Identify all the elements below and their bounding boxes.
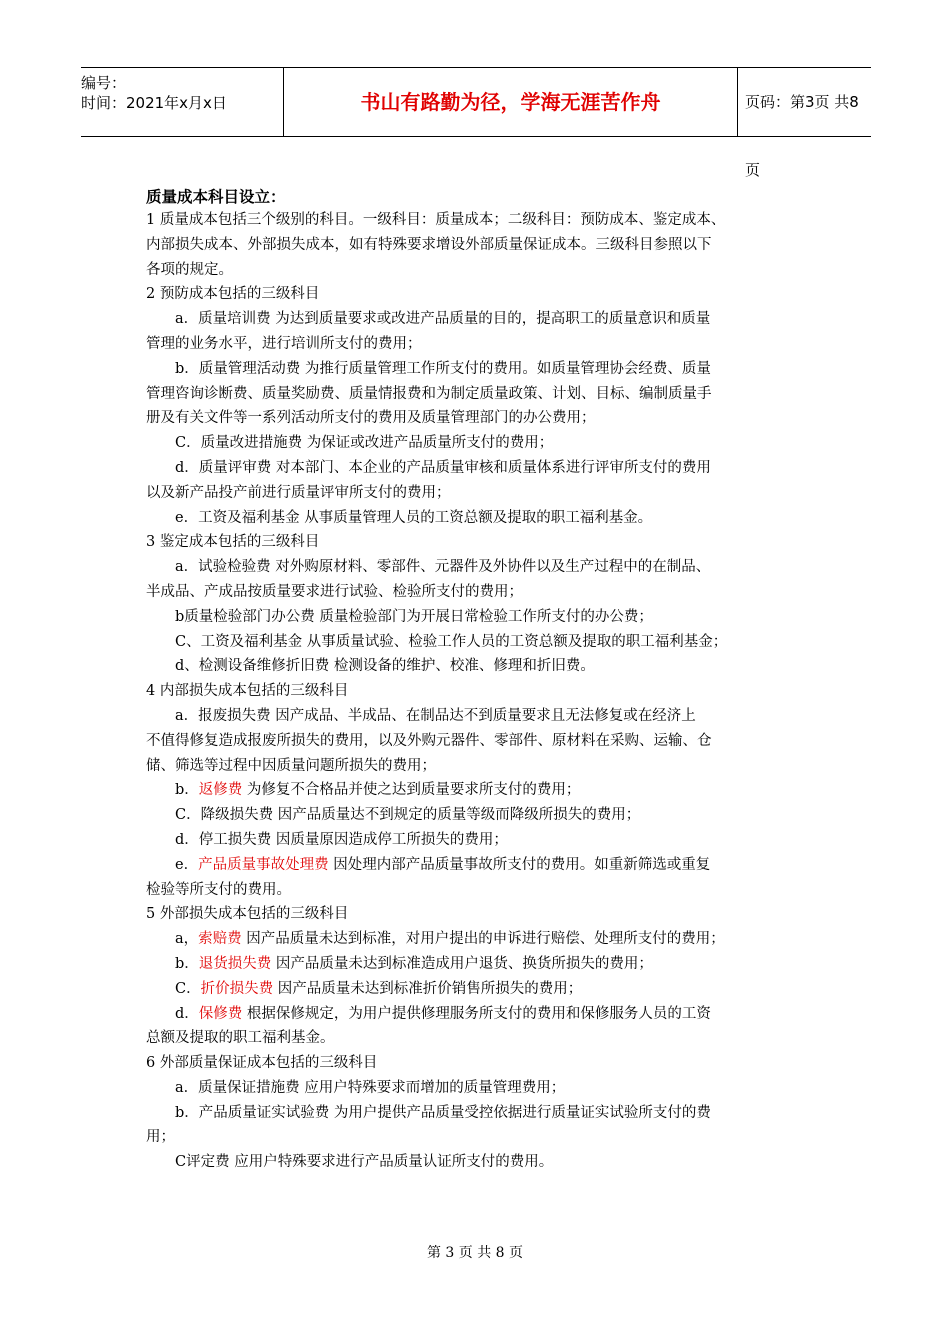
- document-number-label: 编号：: [81, 74, 127, 92]
- text-line: [146, 431, 826, 456]
- text-line: [146, 902, 826, 927]
- text-segment: 以及新产品投产前进行质量评审所支付的费用；: [146, 484, 451, 501]
- text-line: [146, 1051, 826, 1076]
- text-segment: b．产品质量证实试验费 为用户提供产品质量受控依据进行质量证实试验所支付的费: [175, 1104, 711, 1121]
- text-line: [146, 977, 826, 1002]
- text-line: [146, 258, 826, 283]
- text-segment: 因产品质量未达到标准，对用户提出的申诉进行赔偿、处理所支付的费用；: [241, 931, 725, 948]
- text-line: [146, 729, 826, 754]
- text-line: [146, 382, 826, 407]
- page-footer: 第 3 页 共 8 页: [426, 1245, 524, 1261]
- text-segment: e．: [175, 856, 199, 873]
- text-segment: 为修复不合格品并使之达到质量要求所支付的费用；: [242, 782, 581, 799]
- text-segment: d．: [175, 1005, 199, 1022]
- text-line: [146, 580, 826, 605]
- text-segment: 各项的规定。: [146, 261, 233, 278]
- text-line: [146, 530, 826, 555]
- text-segment: b．质量管理活动费 为推行质量管理工作所支付的费用。如质量管理协会经费、质量: [175, 360, 711, 377]
- text-line: [146, 282, 826, 307]
- text-segment: C．: [175, 980, 201, 997]
- text-segment: a．报废损失费 因产成品、半成品、在制品达不到质量要求且无法修复或在经济上: [175, 707, 696, 724]
- text-line: [146, 1125, 826, 1150]
- text-line: [146, 1002, 826, 1027]
- text-segment: 因产品质量未达到标准折价销售所损失的费用；: [273, 980, 583, 997]
- text-line: [146, 778, 826, 803]
- text-line: [146, 233, 826, 258]
- text-segment: a．试验检验费 对外购原材料、零部件、元器件及外协件以及生产过程中的在制品、: [175, 559, 711, 576]
- text-line: [146, 1076, 826, 1101]
- text-segment: 2 预防成本包括的三级科目: [146, 286, 320, 303]
- text-segment: 内部损失成本、外部损失成本，如有特殊要求增设外部质量保证成本。三级科目参照以下: [146, 236, 712, 253]
- header-info: [81, 68, 283, 136]
- text-segment: 不值得修复造成报废所损失的费用，以及外购元器件、零部件、原材料在采购、运输、仓: [146, 732, 712, 749]
- text-line: [146, 406, 826, 431]
- text-segment: a．质量保证措施费 应用户特殊要求而增加的质量管理费用；: [175, 1079, 566, 1096]
- text-line: [146, 878, 826, 903]
- header-motto: 书山有路勤为径，学海无涯苦作舟: [283, 68, 738, 136]
- text-line: [146, 803, 826, 828]
- text-segment: 根据保修规定，为用户提供修理服务所支付的费用和保修服务人员的工资: [242, 1005, 711, 1022]
- text-segment: 因产品质量未达到标准造成用户退货、换货所损失的费用；: [271, 955, 653, 972]
- text-segment: 总额及提取的职工福利基金。: [146, 1030, 335, 1047]
- text-line: [146, 679, 826, 704]
- text-segment: C．质量改进措施费 为保证或改进产品质量所支付的费用；: [175, 435, 554, 452]
- text-segment: 半成品、产成品按质量要求进行试验、检验所支付的费用；: [146, 583, 523, 600]
- text-line: [146, 456, 826, 481]
- text-line: [146, 332, 826, 357]
- text-segment: 因处理内部产品质量事故所支付的费用。如重新筛选或重复: [328, 856, 711, 873]
- text-segment: 用；: [146, 1129, 175, 1146]
- section-title: 质量成本科目设立：: [146, 188, 286, 206]
- highlighted-term: 折价损失费: [200, 980, 274, 997]
- text-segment: d、检测设备维修折旧费 检测设备的维护、校准、修理和折旧费。: [175, 658, 595, 675]
- text-line: [146, 1150, 826, 1175]
- text-line: [146, 506, 826, 531]
- text-line: [146, 927, 826, 952]
- text-segment: 5 外部损失成本包括的三级科目: [146, 906, 349, 923]
- text-segment: d．质量评审费 对本部门、本企业的产品质量审核和质量体系进行评审所支付的费用: [175, 459, 711, 476]
- text-line: [146, 952, 826, 977]
- body-text: [146, 208, 826, 1175]
- text-line: [146, 208, 826, 233]
- page-header: [81, 67, 871, 179]
- text-segment: 册及有关文件等一系列活动所支付的费用及质量管理部门的办公费用；: [146, 410, 596, 427]
- text-line: [146, 654, 826, 679]
- text-segment: b．: [175, 782, 199, 799]
- text-segment: e．工资及福利基金 从事质量管理人员的工资总额及提取的职工福利基金。: [175, 509, 653, 526]
- text-line: [146, 605, 826, 630]
- highlighted-term: 保修费: [198, 1005, 243, 1022]
- text-segment: b．: [175, 955, 199, 972]
- text-segment: 管理咨询诊断费、质量奖励费、质量情报费和为制定质量政策、计划、目标、编制质量手: [146, 385, 712, 402]
- text-line: [146, 307, 826, 332]
- text-segment: b质量检验部门办公费 质量检验部门为开展日常检验工作所支付的办公费；: [175, 608, 653, 625]
- highlighted-term: 索赔费: [198, 931, 242, 948]
- text-line: [146, 828, 826, 853]
- text-line: [146, 357, 826, 382]
- document-date-label: 时间：2021年x月x日: [81, 94, 227, 112]
- text-line: [146, 1026, 826, 1051]
- highlighted-term: 返修费: [198, 782, 243, 799]
- text-line: [146, 754, 826, 779]
- text-segment: C评定费 应用户特殊要求进行产品质量认证所支付的费用。: [175, 1154, 554, 1171]
- text-segment: 储、筛选等过程中因质量问题所损失的费用；: [146, 757, 436, 774]
- text-line: [146, 853, 826, 878]
- text-line: [146, 704, 826, 729]
- text-segment: d．停工损失费 因质量原因造成停工所损失的费用；: [175, 831, 508, 848]
- header-page-number: 页码：第3页 共8页: [745, 93, 859, 179]
- text-line: [146, 630, 826, 655]
- text-segment: 1 质量成本包括三个级别的科目。一级科目：质量成本；二级科目：预防成本、鉴定成本、: [146, 212, 726, 228]
- text-segment: 管理的业务水平，进行培训所支付的费用；: [146, 335, 422, 352]
- text-segment: 4 内部损失成本包括的三级科目: [146, 683, 349, 700]
- highlighted-term: 退货损失费: [198, 955, 272, 972]
- text-segment: C、工资及福利基金 从事质量试验、检验工作人员的工资总额及提取的职工福利基金；: [175, 633, 728, 650]
- text-segment: C．降级损失费 因产品质量达不到规定的质量等级而降级所损失的费用；: [175, 807, 641, 824]
- text-line: [146, 481, 826, 506]
- text-line: [146, 1101, 826, 1126]
- text-segment: a，: [175, 931, 199, 948]
- text-segment: 6 外部质量保证成本包括的三级科目: [146, 1055, 378, 1072]
- text-line: [146, 555, 826, 580]
- text-segment: 3 鉴定成本包括的三级科目: [146, 534, 320, 551]
- text-segment: a．质量培训费 为达到质量要求或改进产品质量的目的，提高职工的质量意识和质量: [175, 311, 711, 328]
- highlighted-term: 产品质量事故处理费: [198, 856, 329, 873]
- text-segment: 检验等所支付的费用。: [146, 881, 291, 898]
